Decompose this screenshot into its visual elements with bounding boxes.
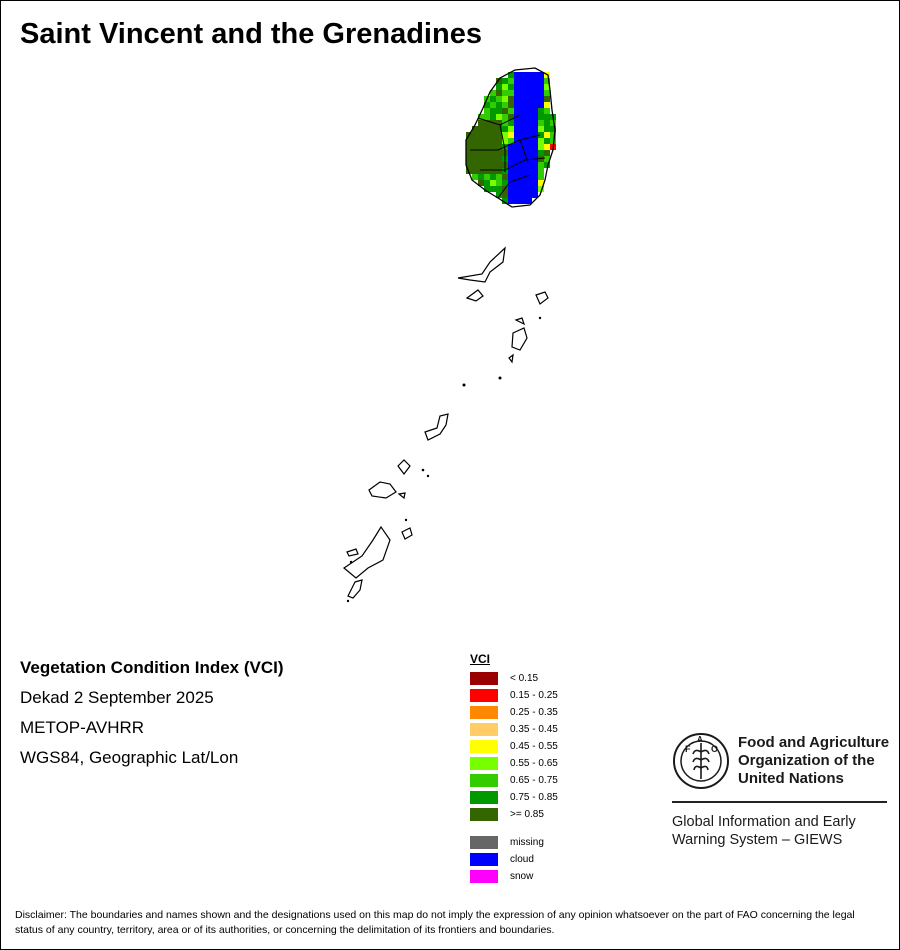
raster-cell: [520, 198, 526, 204]
raster-cell: [496, 102, 502, 108]
raster-cell: [484, 114, 490, 120]
raster-cell: [484, 156, 490, 162]
fao-divider: [672, 801, 887, 803]
legend-label: 0.35 - 0.45: [510, 724, 558, 735]
raster-cell: [484, 168, 490, 174]
raster-cell: [490, 96, 496, 102]
raster-cell: [544, 90, 550, 96]
legend-item: [470, 791, 558, 804]
fao-emblem-icon: [672, 732, 730, 790]
raster-cell: [526, 150, 532, 156]
legend-label: 0.75 - 0.85: [510, 792, 558, 803]
raster-cell: [532, 114, 538, 120]
raster-cell: [490, 150, 496, 156]
raster-cell: [496, 84, 502, 90]
raster-cell: [526, 108, 532, 114]
raster-cell: [490, 108, 496, 114]
legend-swatch: [470, 689, 498, 702]
giews-line-1: Global Information and Early: [672, 814, 856, 830]
raster-cell: [544, 108, 550, 114]
raster-cell: [490, 132, 496, 138]
raster-cell: [508, 174, 514, 180]
raster-cell: [538, 162, 544, 168]
raster-cell: [496, 114, 502, 120]
legend-swatch: [470, 706, 498, 719]
sensor-label: METOP-AVHRR: [20, 718, 145, 737]
raster-cell: [508, 132, 514, 138]
raster-cell: [496, 138, 502, 144]
raster-cell: [526, 120, 532, 126]
raster-cell: [544, 102, 550, 108]
raster-cell: [532, 144, 538, 150]
raster-cell: [526, 84, 532, 90]
raster-cell: [508, 156, 514, 162]
raster-cell: [532, 72, 538, 78]
raster-cell: [526, 90, 532, 96]
grenadines-outline: [344, 248, 548, 598]
legend-swatch: [470, 791, 498, 804]
raster-cell: [490, 162, 496, 168]
raster-cell: [538, 126, 544, 132]
svg-text:F: F: [685, 744, 691, 754]
raster-cell: [508, 150, 514, 156]
raster-cell: [532, 162, 538, 168]
svg-text:O: O: [711, 744, 719, 754]
raster-cell: [508, 90, 514, 96]
raster-cell: [526, 138, 532, 144]
raster-cell: [502, 114, 508, 120]
raster-cell: [466, 156, 472, 162]
legend-label: >= 0.85: [510, 809, 544, 820]
raster-cell: [544, 144, 550, 150]
legend-item: [470, 723, 558, 736]
raster-cell: [532, 138, 538, 144]
raster-cell: [514, 102, 520, 108]
raster-cell: [514, 90, 520, 96]
raster-cell: [490, 114, 496, 120]
raster-cell: [496, 180, 502, 186]
raster-cell: [520, 78, 526, 84]
raster-cell: [520, 132, 526, 138]
raster-cell: [472, 156, 478, 162]
raster-cell: [496, 168, 502, 174]
raster-cell: [478, 150, 484, 156]
raster-cell: [526, 180, 532, 186]
raster-cell: [538, 138, 544, 144]
raster-cell: [508, 96, 514, 102]
raster-cell: [508, 108, 514, 114]
raster-cell: [502, 108, 508, 114]
raster-cell: [526, 78, 532, 84]
raster-cell: [550, 138, 556, 144]
legend-swatch: [470, 740, 498, 753]
legend-title: VCI: [470, 652, 491, 666]
raster-cell: [520, 114, 526, 120]
legend-swatch: [470, 723, 498, 736]
raster-cell: [544, 150, 550, 156]
raster-cell: [532, 174, 538, 180]
raster-cell: [532, 78, 538, 84]
raster-cell: [496, 96, 502, 102]
raster-cell: [478, 138, 484, 144]
raster-cell: [484, 150, 490, 156]
raster-cell: [538, 84, 544, 90]
legend-swatch: [470, 853, 498, 866]
raster-cell: [532, 126, 538, 132]
raster-cell: [514, 168, 520, 174]
raster-cell: [478, 168, 484, 174]
legend-label: snow: [510, 871, 534, 882]
raster-cell: [532, 90, 538, 96]
raster-cell: [514, 72, 520, 78]
legend-swatch: [470, 808, 498, 821]
legend-swatch: [470, 870, 498, 883]
legend-item: [470, 740, 558, 753]
legend-label: 0.45 - 0.55: [510, 741, 558, 752]
raster-cell: [514, 96, 520, 102]
raster-cell: [526, 114, 532, 120]
raster-cell: [508, 126, 514, 132]
raster-cell: [472, 168, 478, 174]
raster-cell: [544, 120, 550, 126]
raster-cell: [502, 174, 508, 180]
raster-cell: [538, 114, 544, 120]
raster-cell: [490, 102, 496, 108]
raster-cell: [514, 84, 520, 90]
legend-swatch: [470, 774, 498, 787]
raster-cell: [490, 138, 496, 144]
raster-cell: [526, 144, 532, 150]
raster-cell: [514, 126, 520, 132]
raster-cell: [508, 78, 514, 84]
raster-cell: [508, 198, 514, 204]
legend-item-special: [470, 853, 534, 866]
raster-cell: [520, 162, 526, 168]
raster-cell: [496, 174, 502, 180]
raster-cell: [520, 120, 526, 126]
raster-cell: [502, 78, 508, 84]
raster-cell: [526, 102, 532, 108]
giews-line-2: Warning System – GIEWS: [672, 832, 843, 848]
raster-cell: [496, 90, 502, 96]
legend-label: 0.65 - 0.75: [510, 775, 558, 786]
raster-cell: [526, 186, 532, 192]
raster-cell: [514, 108, 520, 114]
giews-name: [672, 813, 856, 849]
raster-cell: [502, 96, 508, 102]
raster-cell: [484, 180, 490, 186]
period-label: Dekad 2 September 2025: [20, 688, 214, 707]
index-name: Vegetation Condition Index (VCI): [20, 658, 284, 677]
raster-cell: [544, 132, 550, 138]
legend-swatch: [470, 836, 498, 849]
raster-cell: [538, 102, 544, 108]
legend-item: [470, 757, 558, 770]
raster-cell: [478, 126, 484, 132]
raster-cell: [496, 162, 502, 168]
raster-cell: [538, 150, 544, 156]
raster-cell: [520, 72, 526, 78]
raster-cell: [514, 186, 520, 192]
raster-cell: [478, 156, 484, 162]
raster-cell: [532, 186, 538, 192]
raster-cell: [514, 150, 520, 156]
raster-cell: [502, 84, 508, 90]
raster-cell: [514, 78, 520, 84]
raster-cell: [532, 168, 538, 174]
raster-cell: [532, 180, 538, 186]
legend-item: [470, 706, 558, 719]
raster-cell: [466, 150, 472, 156]
raster-cell: [538, 174, 544, 180]
legend-swatch: [470, 757, 498, 770]
raster-cell: [490, 174, 496, 180]
raster-cell: [544, 96, 550, 102]
raster-cell: [532, 96, 538, 102]
projection-label: WGS84, Geographic Lat/Lon: [20, 748, 239, 767]
raster-cell: [538, 78, 544, 84]
fao-org-line-1: Food and Agriculture: [738, 734, 890, 751]
raster-cell: [520, 84, 526, 90]
raster-cell: [526, 192, 532, 198]
raster-cell: [490, 126, 496, 132]
raster-cell: [514, 120, 520, 126]
raster-cell: [514, 180, 520, 186]
raster-cell: [508, 186, 514, 192]
raster-cell: [484, 138, 490, 144]
raster-cell: [526, 168, 532, 174]
raster-cell: [502, 192, 508, 198]
vci-raster: [466, 72, 556, 204]
raster-cell: [538, 108, 544, 114]
raster-cell: [514, 156, 520, 162]
raster-cell: [484, 162, 490, 168]
raster-cell: [514, 144, 520, 150]
fao-org-line-3: United Nations: [738, 770, 844, 787]
raster-cell: [544, 138, 550, 144]
raster-cell: [526, 72, 532, 78]
legend-label: missing: [510, 837, 544, 848]
raster-cell: [502, 126, 508, 132]
raster-cell: [484, 144, 490, 150]
legend-item: [470, 689, 558, 702]
raster-cell: [532, 84, 538, 90]
raster-cell: [520, 126, 526, 132]
raster-cell: [520, 108, 526, 114]
raster-cell: [508, 84, 514, 90]
raster-cell: [520, 90, 526, 96]
raster-cell: [490, 180, 496, 186]
raster-cell: [496, 156, 502, 162]
raster-cell: [502, 90, 508, 96]
raster-cell: [490, 156, 496, 162]
raster-cell: [520, 96, 526, 102]
raster-cell: [502, 102, 508, 108]
raster-cell: [532, 150, 538, 156]
raster-cell: [520, 186, 526, 192]
raster-cell: [496, 150, 502, 156]
raster-cell: [526, 126, 532, 132]
raster-cell: [544, 114, 550, 120]
raster-cell: [538, 168, 544, 174]
legend-label: 0.25 - 0.35: [510, 707, 558, 718]
raster-cell: [478, 132, 484, 138]
raster-cell: [478, 120, 484, 126]
raster-cell: [520, 168, 526, 174]
legend-item-special: [470, 870, 533, 883]
raster-cell: [466, 144, 472, 150]
raster-cell: [514, 192, 520, 198]
legend-label: < 0.15: [510, 673, 539, 684]
raster-cell: [532, 108, 538, 114]
legend-item: [470, 774, 558, 787]
raster-cell: [538, 144, 544, 150]
raster-cell: [544, 126, 550, 132]
raster-cell: [472, 144, 478, 150]
raster-cell: [496, 108, 502, 114]
legend-label: 0.55 - 0.65: [510, 758, 558, 769]
raster-cell: [496, 186, 502, 192]
raster-cell: [484, 174, 490, 180]
raster-cell: [484, 108, 490, 114]
raster-cell: [490, 168, 496, 174]
raster-cell: [472, 162, 478, 168]
raster-cell: [538, 120, 544, 126]
raster-cell: [520, 180, 526, 186]
fao-org-line-2: Organization of the: [738, 752, 875, 769]
raster-cell: [520, 102, 526, 108]
svg-text:A: A: [697, 735, 703, 744]
raster-cell: [514, 198, 520, 204]
legend-item: [470, 672, 538, 685]
raster-cell: [484, 132, 490, 138]
raster-cell: [520, 192, 526, 198]
raster-cell: [472, 132, 478, 138]
raster-cell: [532, 120, 538, 126]
raster-cell: [538, 90, 544, 96]
raster-cell: [478, 174, 484, 180]
legend-item: [470, 808, 544, 821]
raster-cell: [472, 138, 478, 144]
legend-swatch: [470, 672, 498, 685]
disclaimer: Disclaimer: The boundaries and names shown and the designations used on this map do not imply the expression of any opinion whatsoever on the part of FAO concerning the legal status of any country, territory, area or of its authorities, or concerning the delimitation of its frontiers and boundaries.: [15, 909, 855, 936]
raster-cell: [538, 96, 544, 102]
raster-cell: [526, 96, 532, 102]
raster-cell: [514, 132, 520, 138]
fao-organization-name: [738, 734, 889, 788]
raster-cell: [478, 162, 484, 168]
raster-cell: [472, 150, 478, 156]
map-title: Saint Vincent and the Grenadines: [20, 18, 482, 50]
raster-cell: [478, 144, 484, 150]
raster-cell: [532, 102, 538, 108]
raster-cell: [490, 186, 496, 192]
raster-cell: [484, 126, 490, 132]
legend-label: cloud: [510, 854, 534, 865]
legend-label: 0.15 - 0.25: [510, 690, 558, 701]
raster-cell: [490, 144, 496, 150]
raster-cell: [508, 102, 514, 108]
raster-cell: [508, 168, 514, 174]
raster-cell: [508, 192, 514, 198]
raster-cell: [472, 174, 478, 180]
legend-item-special: [470, 836, 544, 849]
raster-cell: [526, 162, 532, 168]
